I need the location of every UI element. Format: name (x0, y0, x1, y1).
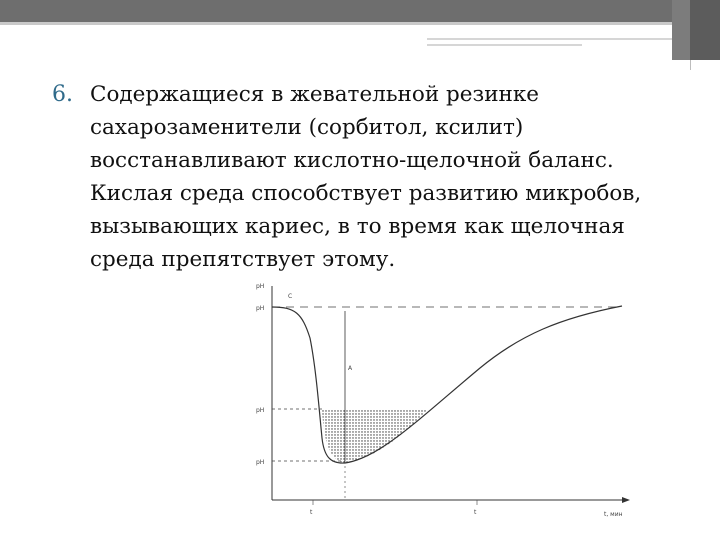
x-axis-arrow (622, 497, 630, 503)
ph-curve-figure (250, 278, 650, 528)
t2-label: t (474, 509, 477, 516)
list-item-number: 6. (52, 82, 73, 107)
baseline-ph-label: pH (256, 305, 265, 312)
drop-arrow-label: A (348, 365, 353, 372)
slide-header-stripe (0, 22, 720, 25)
ph-curve (272, 306, 622, 463)
decorative-line (427, 38, 672, 40)
min-ph-label: pH (256, 459, 265, 466)
slide-header-bar (0, 0, 720, 22)
corner-decoration-dark (690, 0, 720, 60)
decorative-line (427, 44, 582, 46)
t1-label: t (310, 509, 313, 516)
shaded-area (322, 409, 428, 463)
decorative-tick (690, 60, 691, 70)
list-item-text: Содержащиеся в жевательной резинке сахарозаменители (сорбитол, ксилит) восстанавливают кислотно-щелочной баланс. Кислая среда способствует развитию микробов, вызывающих кариес, в то время как щелочная среда препятствует этому. (90, 82, 642, 272)
mid-ph-label: pH (256, 407, 265, 414)
y-axis-label: pH (256, 283, 265, 290)
curve-top-label: C (288, 293, 293, 300)
x-axis-label: t, мин (604, 511, 623, 518)
